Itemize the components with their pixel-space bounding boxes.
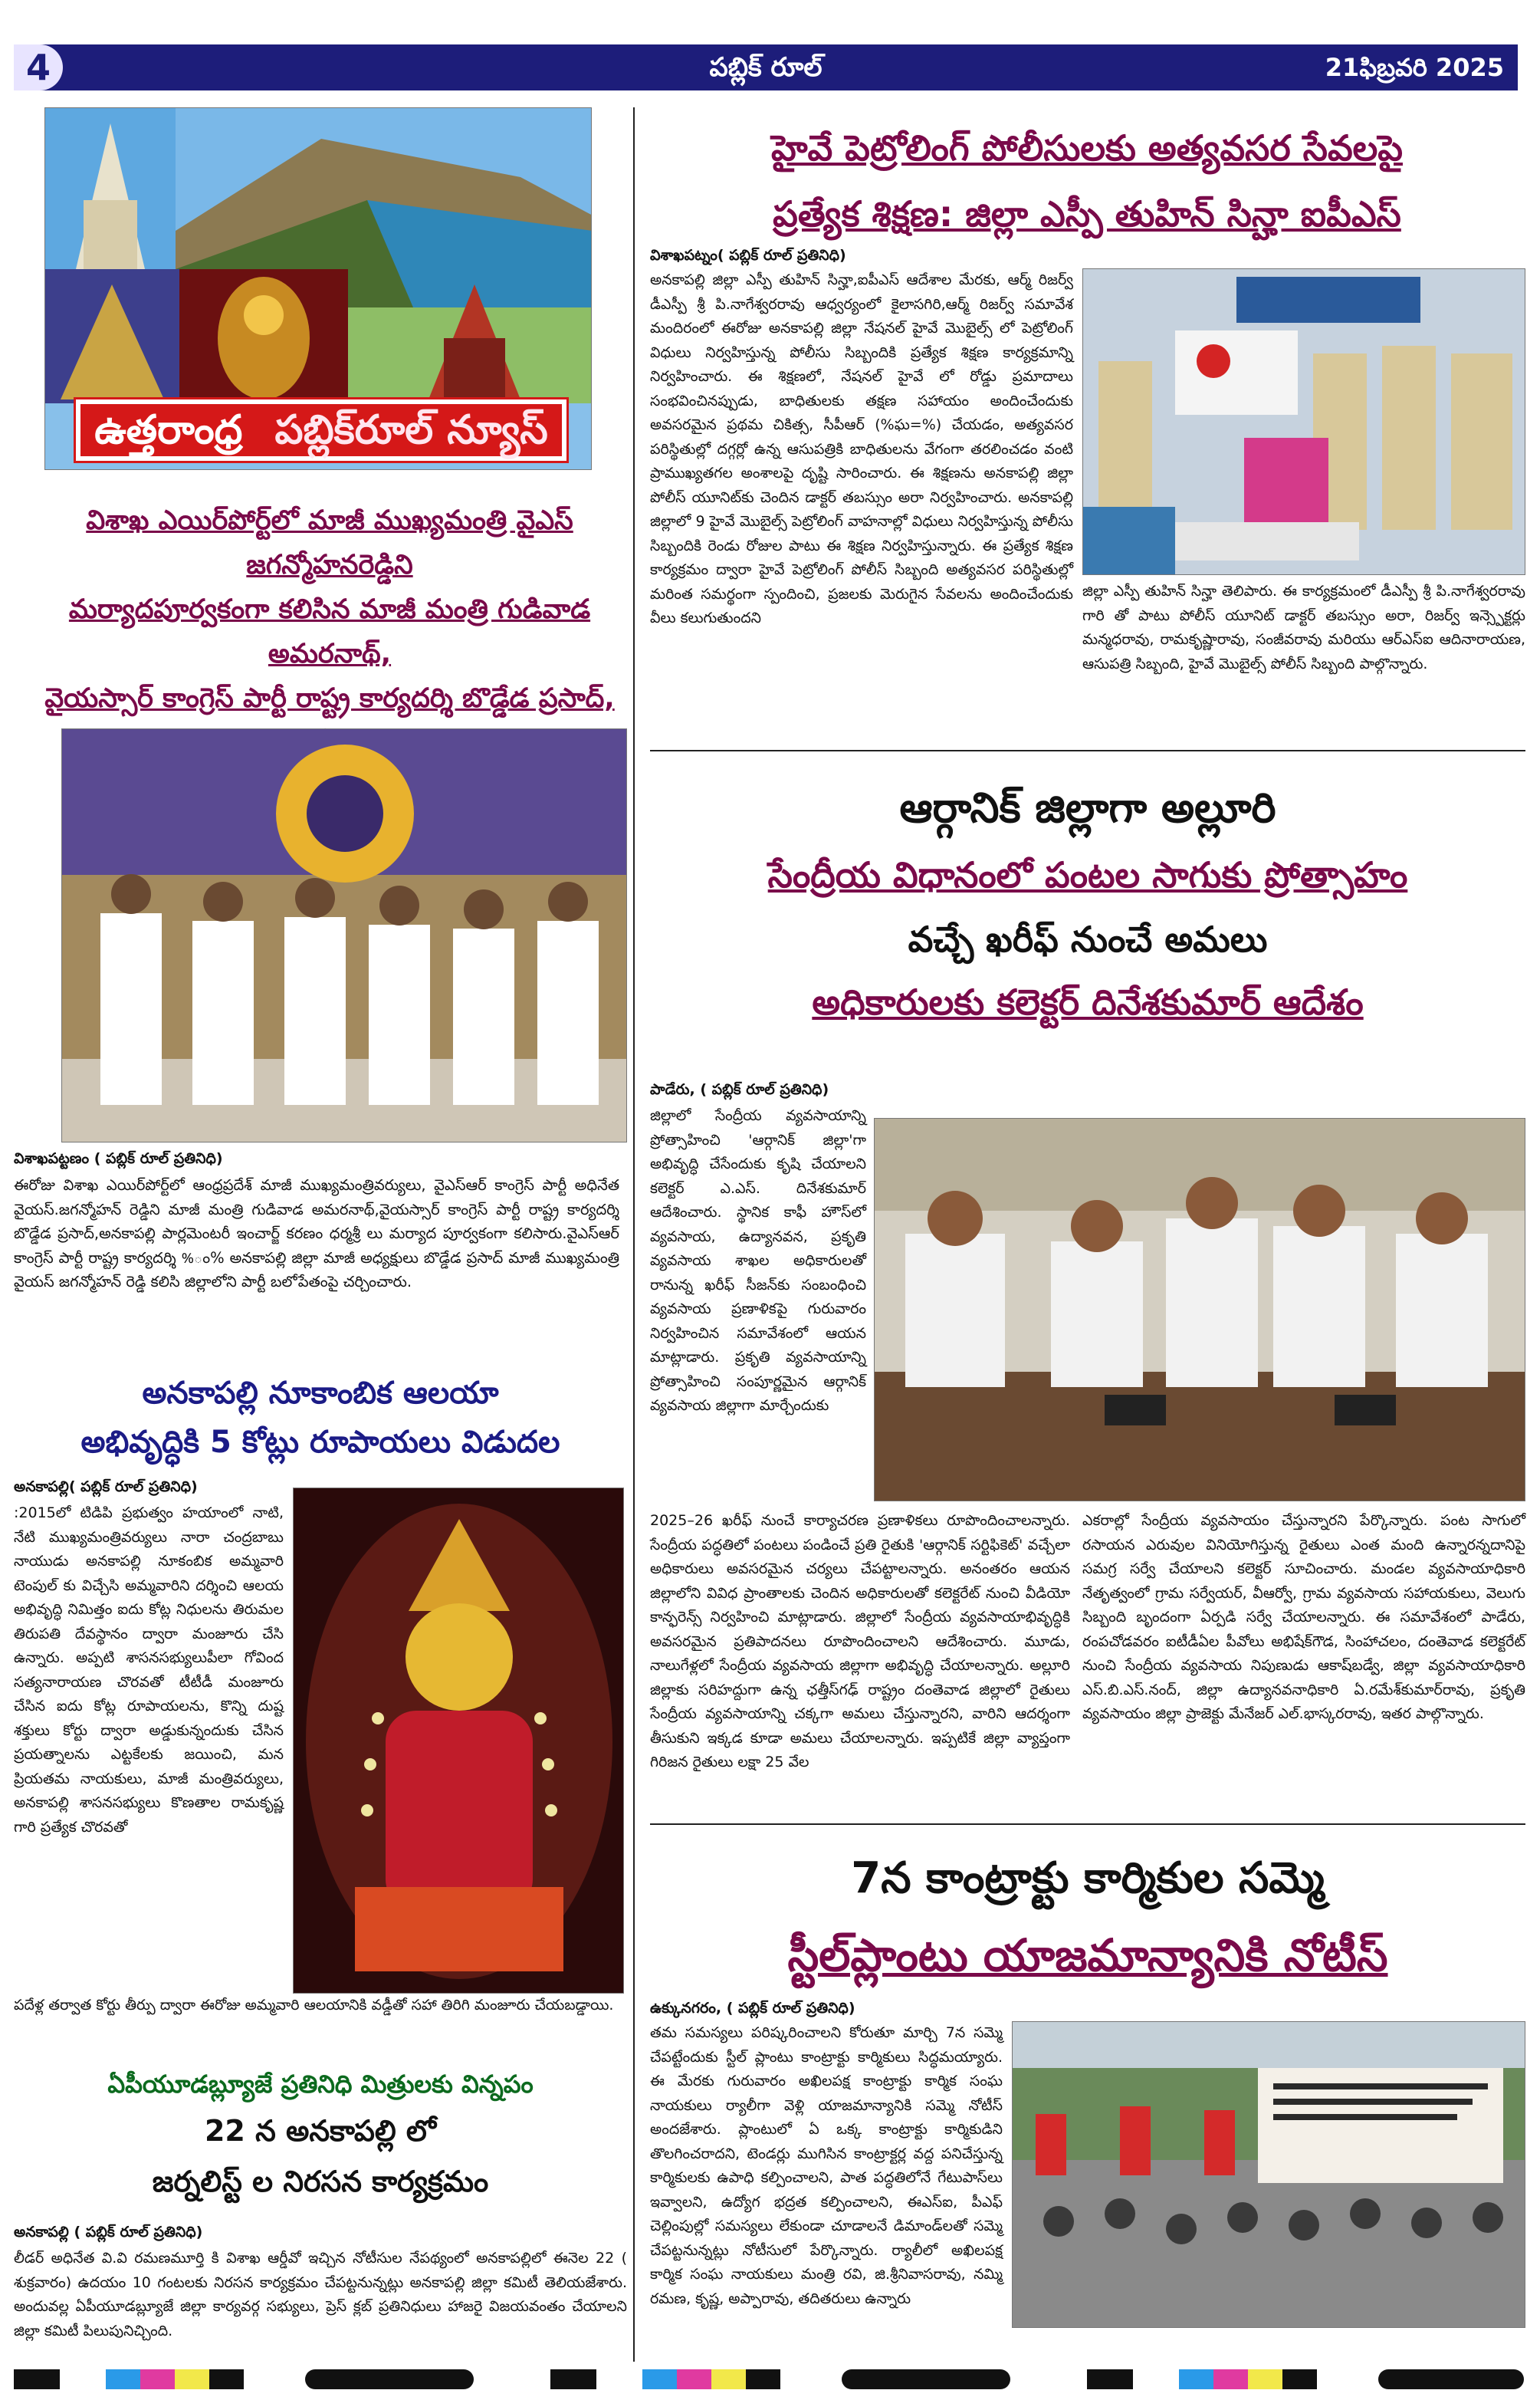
section-divider-2 (650, 1823, 1525, 1825)
bottom-color-strip (14, 2369, 1525, 2389)
organic-headline-line-1: ఆర్గానిక్ జిల్లాగా అల్లూరి (899, 784, 1276, 832)
rally-illustration (1013, 2022, 1525, 2328)
highway-headline-line-2: ప్రత్యేక శిక్షణ: జిల్లా ఎస్పీ తుహిన్ సిన్హా ఐపీఎస్ (773, 193, 1401, 235)
column-divider (633, 107, 635, 2362)
organic-headline-line-3: వచ్చే ఖరీఫ్ నుంచే అమలు (908, 919, 1268, 960)
apuwj-headline-line-2: 22 న అనకాపల్లి లో (204, 2114, 437, 2148)
nookambika-dateline: అనకాపల్లి( పబ్లిక్ రూల్ ప్రతినిధి) (14, 1478, 198, 1495)
apuwj-headline-line-3: జర్నలిస్ట్ ల నిరసన కార్యక్రమం (152, 2165, 489, 2198)
highway-training-photo (1082, 268, 1525, 575)
group-photo (61, 728, 627, 1142)
nookambika-headline-line-1: అనకాపల్లి నూకాంబిక ఆలయా (142, 1376, 499, 1411)
amarnath-headline (31, 498, 629, 765)
banner-title-box (76, 399, 566, 461)
organic-dateline: పాడేరు, ( పబ్లిక్ రూల్ ప్రతినిధి) (650, 1081, 829, 1098)
highway-dateline: విశాఖపట్నం( పబ్లిక్ రూల్ ప్రతినిధి) (650, 247, 846, 264)
highway-body-right: జిల్లా ఎస్పీ తుహిన్ సిన్హా తెలిపారు. ఈ కార్యక్రమంలో డీఎస్పీ శ్రీ పి.నాగేశ్వరరావు గారి తో పాటు పోలీస్ యూనిట్ డాక్టర్ తబస్సుం అరా, రిజర్వ్ ఇన్స్పెక్టర్లు మన్మధరావు, రామకృష్ణారావు, సంజీవరావు మరియు ఆర్ఎస్ఐ ఆదినారాయణ, ఆసుపత్రి సిబ్బంది, హైవే మొబైల్స్ పోలీస్ సిబ్బంది పాల్గొన్నారు. (1082, 583, 1525, 672)
steel-body: తమ సమస్యలు పరిష్కరించాలని కోరుతూ మార్చి 7న సమ్మె చేపట్టేందుకు స్టీల్ ప్లాంటు కాంట్రాక్టు కార్మికులు సిద్ధమయ్యారు. ఈ మేరకు గురువారం అఖిలపక్ష కాంట్రాక్టు కార్మిక సంఘ నాయకులు ర్యాలీగా వెళ్లి యాజమాన్యానికి సమ్మె నోటీస్ అందజేశారు. ప్లాంటులో ఏ ఒక్క కాంట్రాక్టు కార్మికుడిని తొలగించరాదని, టెండర్లు ముగిసిన కాంట్రాక్టర్ల వద్ద పనిచేస్తున్న కార్మికులకు ఉపాధి కల్పించాలని, పాత పద్ధతిలోనే గేటుపాస్‌లు ఇవ్వాలని, ఉద్యోగ భద్రత కల్పించాలని, ఈఎస్ఐ, పీఎఫ్ చెల్లింపుల్లో సమస్యలు లేకుండా చూడాలనే డిమాండ్‌లతో సమ్మె చేపట్టనున్నట్లు నోటీసులో పేర్కొన్నారు. ర్యాలీలో అఖిలపక్ష కార్మిక సంఘ నాయకులు మంత్రి రవి, జి.శ్రీనివాసరావు, నమ్మి రమణ, కృష్ణ, అప్పారావు, తదితరులు ఉన్నారు (650, 2024, 1003, 2307)
amarnath-headline-line-3: వైయస్సార్ కాంగ్రెస్ పార్టీ రాష్ట్ర కార్యదర్శి బొడ్డేడ ప్రసాద్, (44, 683, 615, 714)
apuwj-headline-line-1: ఏపీయూడబ్ల్యూజే ప్రతినిధి మిత్రులకు విన్నపం (107, 2070, 534, 2099)
highway-headline-line-1: హైవే పెట్రోలింగ్ పోలీసులకు అత్యవసర సేవలపై (771, 127, 1403, 169)
nookambika-headline-line-2: అభివృద్ధికి 5 కోట్లు రూపాయలు విడుదల (80, 1425, 560, 1460)
paper-name: పబ్లిక్ రూల్ (709, 52, 823, 83)
deity-illustration (294, 1488, 624, 1994)
nookambika-headline (14, 1369, 627, 1467)
nookambika-body-full: పదేళ్ల తర్వాత కోర్టు తీర్పు ద్వారా ఈరోజు అమ్మవారి ఆలయానికి వడ్డీతో సహా తిరిగి మంజూరు చేయబడ్డాయి. (14, 1997, 614, 2014)
page-number: 4 (14, 44, 63, 90)
meeting-illustration (875, 1119, 1525, 1501)
organic-body-left-top: జిల్లాలో సేంద్రీయ వ్యవసాయాన్ని ప్రోత్సాహించి 'ఆర్గానిక్ జిల్లా'గా అభివృద్ధి చేసేందుకు కృషి చేయాలని కలెక్టర్ ఎ.ఎస్. దినేశకుమార్ ఆదేశించారు. స్థానిక కాఫీ హౌస్‌లో వ్యవసాయ, ఉద్యానవన, ప్రకృతి వ్యవసాయ శాఖల అధికారులతో రానున్న ఖరీఫ్ సీజన్‌కు సంబంధించి వ్యవసాయ ప్రణాళికపై గురువారం నిర్వహించిన సమావేశంలో ఆయన మాట్లాడారు. ప్రకృతి వ్యవసాయాన్ని ప్రోత్సాహించి సంపూర్ణమైన ఆర్గానిక్ వ్యవసాయ జిల్లాగా మార్చేందుకు (650, 1107, 866, 1414)
amarnath-headline-line-2: మర్యాదపూర్వకంగా కలిసిన మాజీ మంత్రి గుడివాడ అమరనాథ్, (68, 594, 591, 669)
apuwj-headline (14, 2063, 627, 2207)
steel-dateline: ఉక్కునగరం, ( పబ్లిక్ రూల్ ప్రతినిధి) (650, 2000, 855, 2017)
collector-meeting-photo (874, 1118, 1525, 1501)
steel-headline-line-2: స్టీల్‌ప్లాంటు యాజమాన్యానికి నోటీస్ (787, 1929, 1388, 1981)
organic-body-left: 2025–26 ఖరీఫ్ నుంచే కార్యాచరణ ప్రణాళికలు రూపొందించాలన్నారు. సేంద్రీయ పద్ధతిలో పంటలు పండించే ప్రతి రైతుకి 'ఆర్గానిక్ సర్టిఫికెట్' వచ్చేలా అధికారులు అవసరమైన చర్యలు చేపట్టాలన్నారు. అనంతరం ఆయన జిల్లాలోని వివిధ ప్రాంతాలకు చెందిన అధికారులతో కలెక్టరేట్ నుంచి వీడియో కాన్ఫరెన్స్ నిర్వహించి మాట్లాడారు. జిల్లాలో సేంద్రీయ వ్యవసాయాభివృద్ధికి అవసరమైన ప్రతిపాదనలు రూపొందించాలని ఆదేశించారు. మూడు, నాలుగేళ్లలో సేంద్రీయ వ్యవసాయ జిల్లాగా అభివృద్ధి చేయాలన్నారు. అల్లూరి జిల్లాకు సరిహద్దుగా ఉన్న ఛత్తీస్‌గఢ్ రాష్ట్రం దంతెవాడ జిల్లాలో రైతులు సేంద్రీయ వ్యవసాయాన్ని చక్కగా అమలు చేస్తున్నారని, వారిని ఆదర్శంగా తీసుకుని ఇక్కడ కూడా అమలు చేయాలన్నారు. ఇప్పటికే జిల్లా వ్యాప్తంగా గిరిజన రైతులు లక్షా 25 వేల (650, 1512, 1070, 1770)
steel-headline (650, 1840, 1525, 1994)
apuwj-dateline: అనకాపల్లి ( పబ్లిక్ రూల్ ప్రతినిధి) (14, 2224, 203, 2241)
apuwj-body: లీడర్ అధినేత వి.వి రమణమూర్తి కి విశాఖ ఆర్డీవో ఇచ్చిన నోటీసుల నేపథ్యంలో అనకాపల్లిలో ఈనెల 22 ( శుక్రవారం) ఉదయం 10 గంటలకు నిరసన కార్యక్రమం చేపట్టనున్నట్లు అనకాపల్లి జిల్లా కమిటీ తెలియజేశారు. అందువల్ల ఏపీయూడబ్ల్యూజే జిల్లా కార్యవర్గ సభ్యులు, ప్రెస్ క్లబ్ ప్రతినిధులు హాజరై విజయవంతం చేయాలని జిల్లా కమిటీ పిలుపునిచ్చింది. (14, 2250, 627, 2339)
group-photo-illustration (62, 729, 627, 1142)
banner-collage (44, 107, 592, 470)
color-strip-svg (14, 2369, 1525, 2389)
training-illustration (1083, 269, 1525, 575)
banner-title-part2: పబ్లిక్‌రూల్ న్యూస్ (274, 407, 548, 453)
highway-body-left: అనకాపల్లి జిల్లా ఎస్పీ తుహిన్ సిన్హా,ఐపీఎస్ ఆదేశాల మేరకు, ఆర్మ్ రిజర్వ్ డీఎస్పీ శ్రీ పి.నాగేశ్వరరావు ఆధ్వర్యంలో కైలాసగిరి,ఆర్మ్ రిజర్వ్ సమావేశ మందిరంలో ఈరోజు అనకాపల్లి జిల్లా నేషనల్ హైవే మొబైల్స్ లో పెట్రోలింగ్ విధులు నిర్వహిస్తున్న పోలీసు సిబ్బందికి ప్రత్యేక శిక్షణ కార్యక్రమాన్ని నిర్వహించారు. ఈ శిక్షణలో, నేషనల్ హైవే లో రోడ్డు ప్రమాదాలు సంభవించినప్పుడు, బాధితులకు తక్షణ సహాయం అందించేందుకు అవసరమైన ప్రథమ చికిత్స, సీపీఆర్ (%ఘ=%) చేయడం, అత్యవసర పరిస్థితుల్లో దగ్గర్లో ఉన్న ఆసుపత్రికి బాధితులను వేగంగా తరలించడం వంటి ప్రాముఖ్యతగల అంశాలపై దృష్టి సారించారు. ఈ శిక్షణను అనకాపల్లి జిల్లా పోలీస్ యూనిట్‌కు చెందిన డాక్టర్ తబస్సుం అరా నిర్వహించారు. అనకాపల్లి జిల్లాలో 9 హైవే మొబైల్స్ పెట్రోలింగ్ వాహనాల్లో విధులు నిర్వహిస్తున్న పోలీసు సిబ్బందికి రెండు రోజుల పాటు ఈ శిక్షణ నిర్వహిస్తున్నారు. ఈ ప్రత్యేక శిక్షణ కార్యక్రమం ద్వారా హైవే పెట్రోలింగ్ పోలీస్ సిబ్బంది అత్యవసర పరిస్థితుల్లో మరింత సమర్థంగా స్పందించి, ప్రజలకు మెరుగైన సేవలను అందించేందుకు వీలు కలుగుతుందని (650, 271, 1073, 626)
organic-body-right: ఎకరాల్లో సేంద్రీయ వ్యవసాయం చేస్తున్నారని పేర్కొన్నారు. పంట సాగులో రసాయన ఎరువుల వినియోగిస్తున్న రైతులు ఎంత మంది ఉన్నారన్నదానిపై సమగ్ర సర్వే చేయాలని కలెక్టర్ సూచించారు. మండల వ్యవసాయాధికారి నేతృత్వంలో గ్రామ సర్వేయర్, వీఆర్వో, గ్రామ వ్యవసాయ సహాయకులు, వెలుగు సిబ్బంది బృందంగా ఏర్పడి సర్వే చేయాలన్నారు. ఈ సమావేశంలో పాడేరు, రంపచోడవరం ఐటీడీఏల పీవోలు అభిషేక్‌గౌడ, సింహాచలం, దంతెవాడ కలెక్టరేట్ నుంచి సేంద్రీయ వ్యవసాయ నిపుణుడు ఆకాష్‌బడ్వే, జిల్లా వ్యవసాయాధికారి ఎస్.బి.ఎస్.నంద్, జిల్లా ఉద్యానవనాధికారి ఏ.రమేశ్‌కుమార్‌రావు, ప్రకృతి వ్యవసాయం జిల్లా ప్రాజెక్టు మేనేజర్ ఎల్.భాస్కరరావు, ఇతర పాల్గొన్నారు. (1082, 1512, 1525, 1722)
amarnath-dateline: విశాఖపట్టణం ( పబ్లిక్ రూల్ ప్రతినిధి) (14, 1150, 223, 1167)
organic-headline (650, 774, 1525, 1034)
nookambika-body-left: :2015లో టిడిపి ప్రభుత్వం హయాంలో నాటి, నేటి ముఖ్యమంత్రివర్యులు నారా చంద్రబాబు నాయుడు అనకాపల్లి నూకంబిక అమ్మవారి టెంపుల్ కు విచ్చేసి అమ్మవారిని దర్శించి ఆలయ అభివృద్ధి నిమిత్తం ఐదు కోట్ల నిధులను తిరుమల తిరుపతి దేవస్థానం ద్వారా మంజూరు చేసి ఉన్నారు. అప్పటి శాసనసభ్యులుపీలా గోవింద సత్యనారాయణ చొరవతో టీటీడీ మంజూరు చేసిన ఐదు కోట్ల రూపాయలను, కొన్ని దుష్ట శక్తులు కోర్టు ద్వారా అడ్డుకున్నందుకు చేసిన ప్రయత్నాలను ఎట్టకేలకు జయించి, మన ప్రియతమ నాయకులు, మాజీ మంత్రివర్యులు, అనకాపల్లి శాసనసభ్యులు కొణతాల రామకృష్ణ గారి ప్రత్యేక చొరవతో (14, 1504, 284, 1836)
steel-headline-line-1: 7న కాంట్రాక్టు కార్మికుల సమ్మె (851, 1853, 1325, 1903)
highway-headline (650, 115, 1524, 247)
issue-date: 21ఫిబ్రవరి 2025 (1325, 53, 1504, 82)
deity-photo (293, 1488, 624, 1994)
steel-rally-photo (1012, 2021, 1525, 2328)
top-bar (14, 44, 1518, 90)
amarnath-headline-line-1: విశాఖ ఎయిర్‌పోర్ట్‌లో మాజీ ముఖ్యమంత్రి వైఎస్ జగన్మోహనరెడ్డిని (86, 505, 573, 580)
organic-headline-line-4: అధికారులకు కలెక్టర్ దినేశకుమార్ ఆదేశం (812, 981, 1364, 1023)
organic-headline-line-2: సేంద్రీయ విధానంలో పంటల సాగుకు ప్రోత్సాహం (767, 854, 1408, 896)
section-divider (650, 750, 1525, 751)
amarnath-body: ఈరోజు విశాఖ ఎయిర్‌పోర్ట్‌లో ఆంధ్రప్రదేశ్ మాజీ ముఖ్యమంత్రివర్యులు, వైఎస్ఆర్ కాంగ్రెస్ పార్టీ అధినేత వైయస్.జగన్మోహన్ రెడ్డిని మాజీ మంత్రి గుడివాడ అమరనాథ్,వైయస్సార్ కాంగ్రెస్ పార్టీ రాష్ట్ర కార్యదర్శి బొడ్డేడ ప్రసాద్,అనకాపల్లి పార్లమెంటరీ ఇంచార్జ్ కరణం ధర్మశ్రీ లు మర్యాద పూర్వకంగా కలిసారు.వైఎస్ఆర్ కాంగ్రెస్ పార్టీ రాష్ట్ర కార్యదర్శి %ం% అనకాపల్లి జిల్లా మాజీ అధ్యక్షులు బొడ్డేడ ప్రసాద్ మాజీ ముఖ్యమంత్రి వైయస్ జగన్మోహన్ రెడ్డి కలిసి జిల్లాలోని పార్టీ బలోపేతంపై చర్చించారు. (14, 1176, 619, 1290)
banner-title-part1: ఉత్తరాంధ్ర (94, 407, 243, 453)
